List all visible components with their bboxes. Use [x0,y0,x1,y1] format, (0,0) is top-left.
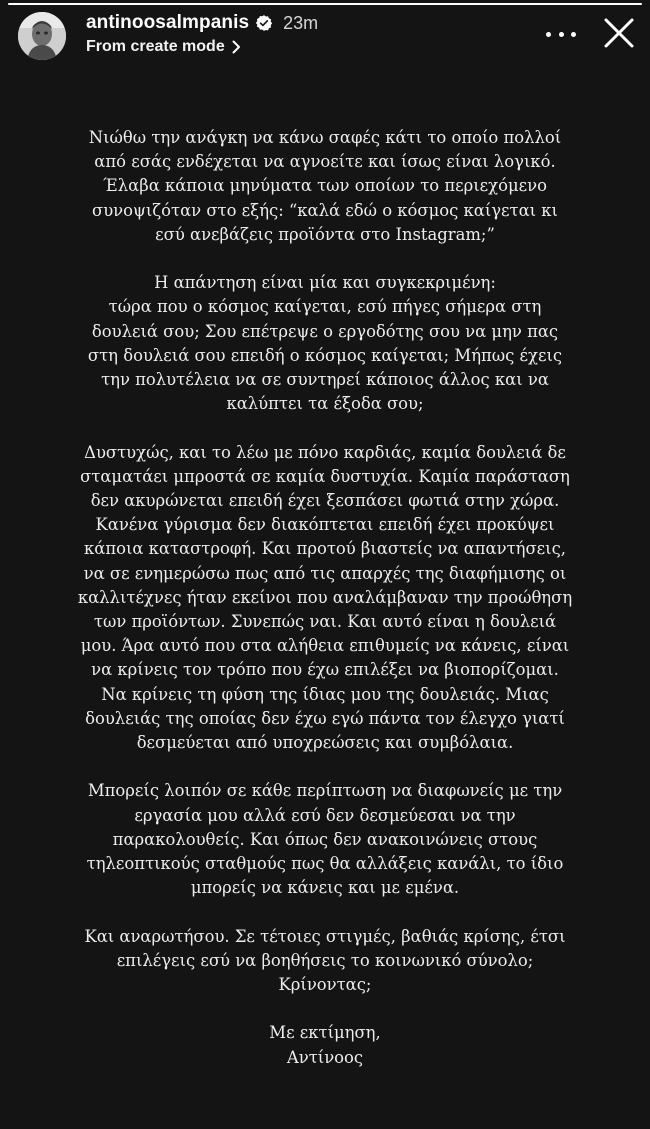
story-text-line: επιλέγεις εσύ να βοηθήσεις το κοινωνικό σύνολο; [116,950,534,970]
story-text-line: Η απάντηση είναι μία και συγκεκριμένη: [154,273,496,293]
post-time: 23m [283,12,319,33]
story-text-line: από εσάς ενδέχεται να αγνοείτε και ίσως είναι λογικό. [94,152,556,172]
story-text-line: καλλιτέχνες ήταν εκείνοι που αναλάμβαναν την προώθηση [77,587,573,607]
username[interactable]: antinoosalmpanis [86,12,250,33]
story-text-line: να κρίνεις τον τρόπο που έχω επιλέξει να βιοπορίζομαι. [91,660,559,680]
story-text-line: παρακολουθείς. Και όπως δεν ανακοινώνεις στους [112,829,538,849]
story-text-line: δουλειά σου; Σου επέτρεψε ο εργοδότης σου να μην πας [91,321,559,341]
story-text [0,126,650,1094]
user-info [86,10,318,56]
more-horizontal-icon [559,32,564,37]
story-text-line: Κρίνοντας; [278,975,372,995]
create-mode-link[interactable] [86,38,318,56]
story-text-line: δεν ακυρώνεται επειδή έχει ξεσπάσει φωτιά στην χώρα. [90,491,560,511]
story-text-line: μπορείς να κάνεις και με εμένα. [190,878,460,898]
close-icon [606,20,632,46]
story-text-line: Νιώθω την ανάγκη να κάνω σαφές κάτι το οποίο πολλοί [88,128,562,147]
story-text-line: Και αναρωτήσου. Σε τέτοιες στιγμές, βαθιάς κρίσης, έτσι [84,926,566,946]
story-text-line: Κανένα γύρισμα δεν διακόπτεται επειδή έχει προκύψει [95,515,555,535]
close-button[interactable] [602,16,636,50]
story-paragraph [0,1021,650,1069]
avatar[interactable] [18,12,66,60]
story-paragraph [0,441,650,756]
story-text-line: μου. Άρα αυτό που στα αλήθεια επιθυμείς να κάνεις, είναι [80,636,570,656]
more-button[interactable] [546,22,576,46]
more-horizontal-icon [571,32,576,37]
story-text-line: τηλεοπτικούς σταθμούς πως θα αλλάξεις κανάλι, το ίδιο [86,854,564,874]
user-row [86,10,318,36]
story-text-line: την πολυτέλεια να σε συντηρεί κάποιος άλλος και να [101,370,549,390]
chevron-right-icon [232,40,241,54]
avatar-photo-icon [18,12,66,60]
story-paragraph [0,779,650,900]
story-text-line: εσύ ανεβάζεις προϊόντα στο Instagram;” [155,224,495,244]
story-text-line: καλύπτει τα έξοδα σου; [226,394,424,414]
create-mode-label: From create mode [86,38,225,55]
story-progress-bar [8,3,642,5]
story-paragraph [0,126,650,247]
story-text-line: τώρα που ο κόσμος καίγεται, εσύ πήγες σήμερα στη [108,297,542,317]
story-header [18,10,636,62]
story-text-line: Μπορείς λοιπόν σε κάθε περίπτωση να διαφωνείς με την [87,781,563,801]
story-text-line: εργασία μου αλλά εσύ δεν δεσμεύεσαι να την [134,805,516,825]
more-horizontal-icon [546,32,551,37]
story-text-line: δουλειάς της οποίας δεν έχω εγώ πάντα τον έλεγχο γιατί [85,708,565,728]
story-text-line: σταματάει μπροστά σε καμία δυστυχία. Καμία παράσταση [80,466,570,486]
story-text-line: Με εκτίμηση, [269,1023,381,1043]
story-text-line: να σε ενημερώσω πως από τις απαρχές της διαφήμισης οι [83,563,567,583]
story-paragraph [0,271,650,416]
story-text-line: των προϊόντων. Συνεπώς ναι. Και αυτό είναι η δουλειά [93,612,557,632]
story-paragraph [0,925,650,998]
verified-badge-icon [255,14,273,32]
story-text-line: Αντίνοος [286,1047,364,1067]
story-text-line: Έλαβα κάποια μηνύματα των οποίων το περιεχόμενο [103,176,547,196]
story-text-line: Να κρίνεις τη φύση της ίδιας μου της δουλειάς. Μιας [101,684,549,704]
story-text-line: συνοψιζόταν στο εξής: “καλά εδώ ο κόσμος καίγεται κι [92,200,558,220]
story-text-line: στη δουλειά σου επειδή ο κόσμος καίγεται; Μήπως έχεις [87,345,563,365]
story-text-line: Δυστυχώς, και το λέω με πόνο καρδιάς, καμία δουλειά δε [84,442,566,462]
story-text-line: δεσμεύεται από υποχρεώσεις και συμβόλαια. [136,733,514,753]
story-progress-fill [8,3,642,5]
story-text-line: κάποια καταστροφή. Και προτού βιαστείς να απαντήσεις, [84,539,566,559]
